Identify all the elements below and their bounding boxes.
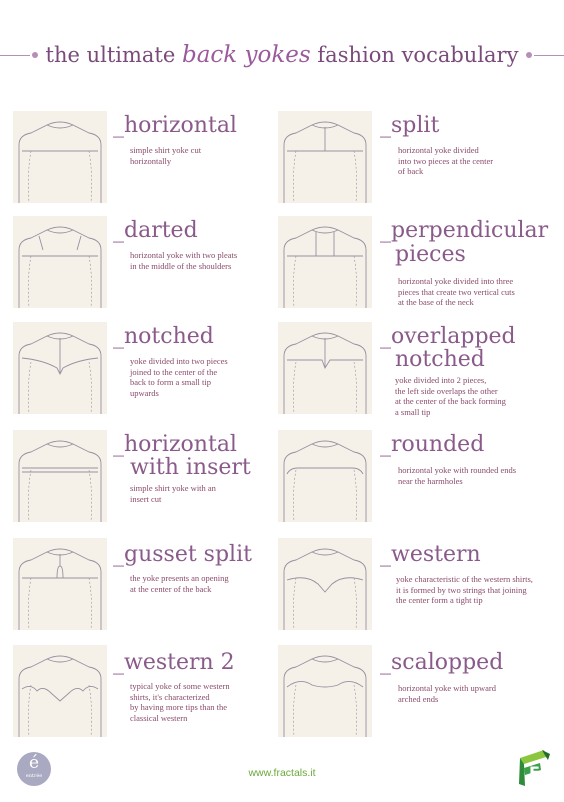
term-horizontal-insert: _horizontal: [113, 432, 237, 457]
shirt-back-icon: [13, 216, 107, 308]
footer-url[interactable]: www.fractals.it: [248, 767, 316, 779]
term-overlapped: _overlapped: [380, 324, 516, 349]
yoke-illustration-rounded: [278, 430, 372, 522]
shirt-back-icon: [13, 430, 107, 522]
shirt-back-icon: [278, 645, 372, 737]
shirt-back-icon: [278, 111, 372, 203]
fractals-logo-icon: [516, 748, 552, 788]
svg-text:F: F: [529, 763, 540, 782]
title-post: fashion vocabulary: [310, 43, 519, 67]
desc-horizontal-insert: simple shirt yoke with an insert cut: [130, 483, 216, 504]
term-darted: _darted: [113, 218, 198, 243]
term-overlapped-line2: notched: [395, 347, 485, 372]
title-dot-right: [526, 52, 532, 58]
shirt-back-icon: [13, 538, 107, 630]
desc-gusset-split: the yoke presents an opening at the center of the back: [130, 573, 229, 594]
title-line-right: [534, 55, 564, 56]
desc-perpendicular-pieces: horizontal yoke divided into three pieces that create two vertical cuts at the base of the neck: [398, 276, 515, 307]
yoke-illustration-notched: [13, 322, 107, 414]
yoke-illustration-gusset-split: [13, 538, 107, 630]
term-western-2: _western 2: [113, 650, 235, 675]
term-perpendicular: _perpendicular: [380, 218, 549, 243]
term-split: _split: [380, 113, 440, 138]
title-highlight: back yokes: [181, 42, 311, 68]
term-perpendicular-line2: pieces: [395, 242, 466, 267]
desc-split: horizontal yoke divided into two pieces at the center of back: [398, 145, 494, 176]
shirt-back-icon: [278, 430, 372, 522]
yoke-illustration-western-2: [13, 645, 107, 737]
term-horizontal-insert-line2: with insert: [130, 455, 251, 480]
yoke-illustration-western: [278, 538, 372, 630]
yoke-illustration-horizontal: [13, 111, 107, 203]
term-western: _western: [380, 542, 481, 567]
title-pre: the ultimate: [45, 43, 182, 67]
shirt-back-icon: [278, 216, 372, 308]
shirt-back-icon: [13, 645, 107, 737]
title-text: [0, 40, 564, 70]
entree-logo-letter: é: [28, 753, 40, 773]
yoke-illustration-scalopped: [278, 645, 372, 737]
desc-notched: yoke divided into two pieces joined to the center of the back to form a small tip upwards: [130, 356, 228, 398]
term-notched: _notched: [113, 324, 214, 349]
desc-darted: horizontal yoke with two pleats in the middle of the shoulders: [130, 250, 238, 271]
desc-horizontal: simple shirt yoke cut horizontally: [130, 145, 202, 166]
yoke-illustration-overlapped-notched: [278, 322, 372, 414]
shirt-back-icon: [278, 538, 372, 630]
term-rounded: _rounded: [380, 432, 485, 457]
term-scalopped: _scalopped: [380, 650, 504, 675]
desc-overlapped-notched: yoke divided into 2 pieces, the left side overlaps the other at the center of the back forming a small tip: [395, 375, 506, 417]
desc-rounded: horizontal yoke with rounded ends near the harmholes: [398, 465, 517, 486]
page-title: [0, 40, 564, 70]
yoke-illustration-split: [278, 111, 372, 203]
shirt-back-icon: [13, 322, 107, 414]
desc-western-2: typical yoke of some western shirts, it's characterized by having more tips than the classical western: [130, 681, 230, 723]
term-horizontal: _horizontal: [113, 113, 237, 138]
yoke-illustration-darted: [13, 216, 107, 308]
shirt-back-icon: [13, 111, 107, 203]
yoke-illustration-horizontal-insert: [13, 430, 107, 522]
desc-scalopped: horizontal yoke with upward arched ends: [398, 683, 496, 704]
yoke-illustration-perpendicular-pieces: [278, 216, 372, 308]
fractals-logo: [516, 748, 552, 788]
term-gusset-split: _gusset split: [113, 542, 252, 567]
shirt-back-icon: [278, 322, 372, 414]
desc-western: yoke characteristic of the western shirts, it is formed by two strings that joining the center form a tight tip: [396, 574, 533, 605]
entree-logo-word: entrée: [25, 773, 43, 779]
